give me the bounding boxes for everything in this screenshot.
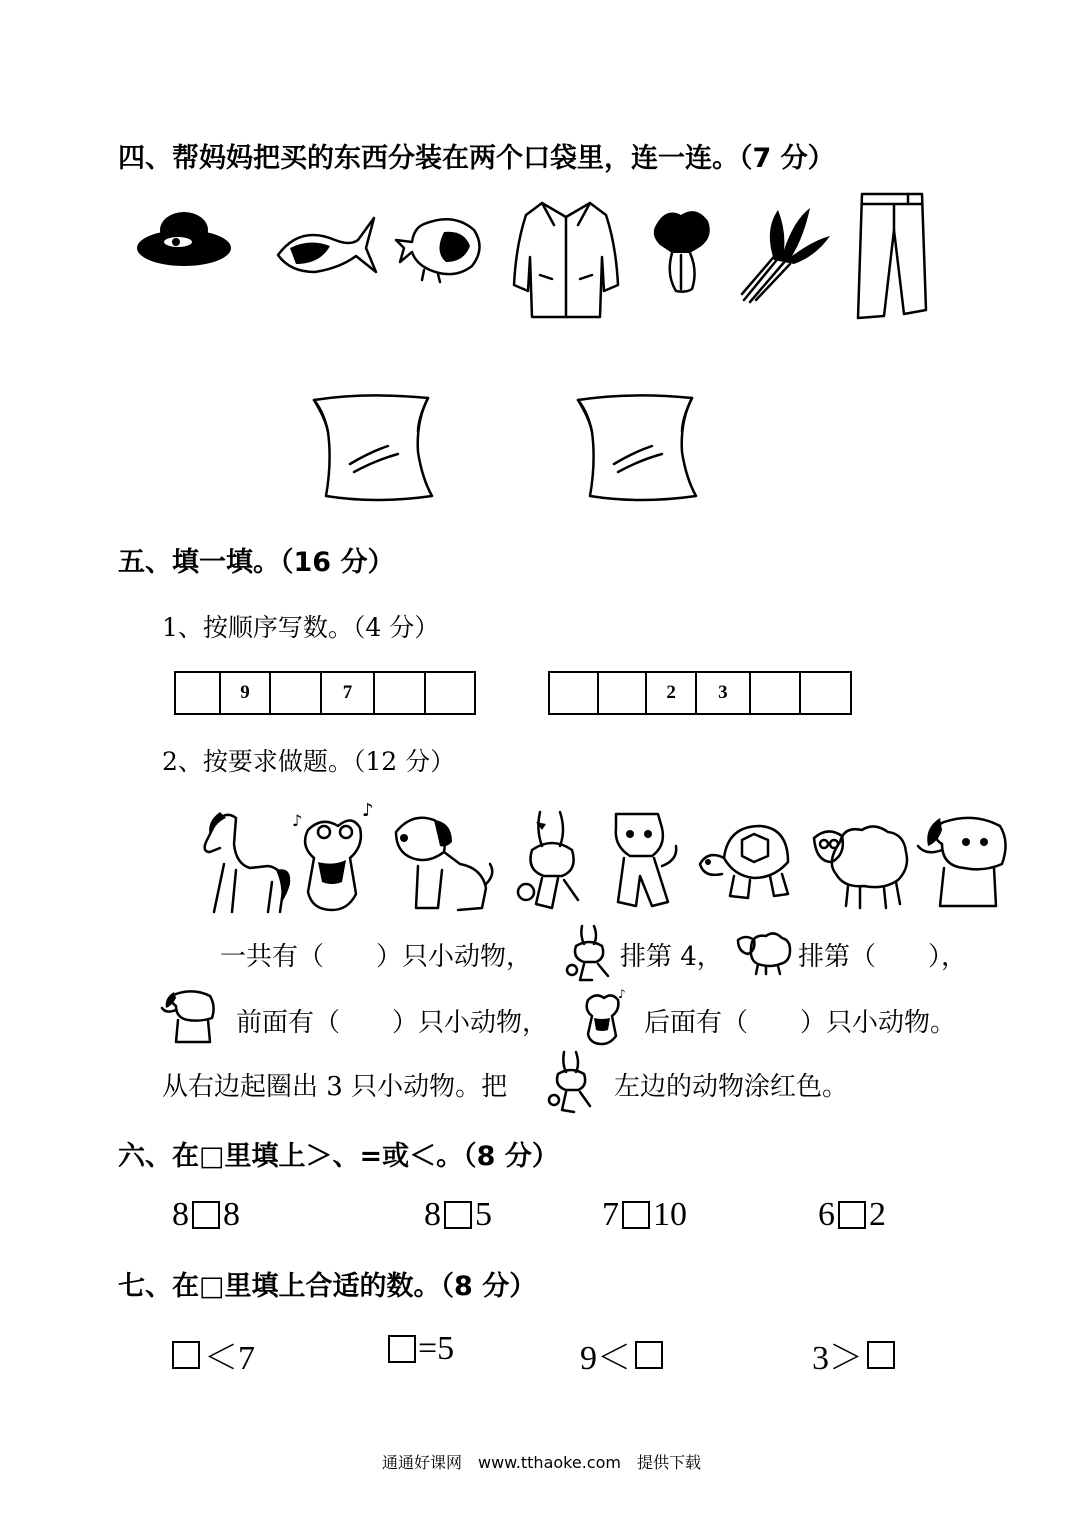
compare-left: 8 [172, 1196, 189, 1233]
q2-line1-part3: 排第（ ）， [798, 942, 968, 972]
fish-image [270, 210, 378, 288]
elephant-image [914, 812, 1014, 912]
compare-right: 5 [475, 1196, 492, 1233]
sequence-cell[interactable] [799, 673, 850, 713]
sequence-row-2 [548, 671, 852, 715]
trousers-image [852, 190, 932, 324]
fill-item-4 [812, 1330, 895, 1379]
compare-left: 6 [818, 1196, 835, 1233]
elephant-small-icon [160, 988, 220, 1046]
sequence-cell: 7 [320, 673, 373, 713]
sequence-cell: 3 [695, 673, 749, 713]
frog-image [288, 800, 380, 920]
fill-item-3 [580, 1330, 663, 1379]
answer-box[interactable] [622, 1201, 650, 1229]
fill-before: 9＜ [580, 1340, 631, 1377]
rabbit-image [512, 808, 592, 912]
sequence-cell[interactable] [269, 673, 320, 713]
q2-line1-part1: 一共有（ ）只小动物， [220, 942, 533, 972]
q2-title: 2、按要求做题。（12 分） [162, 747, 456, 776]
frog-small-icon [574, 988, 630, 1048]
dog-image [382, 808, 496, 914]
svg-text:♪: ♪ [292, 811, 303, 830]
fill-item-1 [172, 1330, 255, 1379]
fill-before: 3＞ [812, 1340, 863, 1377]
answer-box[interactable] [192, 1201, 220, 1229]
answer-box[interactable] [867, 1341, 895, 1369]
hat-image [134, 206, 234, 276]
sequence-cell[interactable] [597, 673, 646, 713]
bag-right-image [570, 392, 700, 504]
sequence-cell[interactable] [550, 673, 597, 713]
compare-right: 2 [869, 1196, 886, 1233]
sheep-image [804, 818, 912, 912]
compare-item-2 [424, 1196, 492, 1234]
answer-box[interactable] [172, 1341, 200, 1369]
fill-after: ＜7 [204, 1340, 255, 1377]
q2-line3-part1: 从右边起圈出 3 只小动物。把 [162, 1072, 508, 1102]
fill-after: =5 [418, 1330, 455, 1367]
q1-title: 1、按顺序写数。（4 分） [162, 613, 440, 642]
jacket-image [506, 195, 626, 325]
sequence-cell[interactable] [424, 673, 474, 713]
q2-line2-part1: 前面有（ ）只小动物， [236, 1008, 549, 1038]
monkey-image [596, 806, 682, 914]
sequence-cell[interactable] [749, 673, 800, 713]
bok-choy-image [646, 205, 716, 295]
sequence-cell[interactable] [176, 673, 219, 713]
answer-box[interactable] [838, 1201, 866, 1229]
compare-item-4 [818, 1196, 886, 1234]
sheep-small-icon [734, 930, 792, 976]
q2-line1-part2: 排第 4， [620, 942, 723, 972]
horse-image [176, 808, 294, 920]
vegetable-bunch-image [734, 200, 834, 304]
section-5-title: 五、填一填。（16 分） [118, 547, 395, 578]
section-7-title: 七、在□里填上合适的数。（8 分） [118, 1271, 537, 1302]
sequence-cell: 2 [645, 673, 695, 713]
roast-chicken-image [394, 212, 486, 282]
compare-item-3 [602, 1196, 687, 1234]
sequence-row-1 [174, 671, 476, 715]
turtle-image [694, 818, 794, 904]
q2-line2-part2: 后面有（ ）只小动物。 [644, 1008, 957, 1038]
svg-text:♪: ♪ [618, 987, 626, 1001]
rabbit-small-icon [546, 1050, 596, 1116]
svg-text:♪: ♪ [362, 800, 374, 821]
rabbit-small-icon [564, 924, 614, 984]
compare-left: 8 [424, 1196, 441, 1233]
compare-right: 10 [653, 1196, 687, 1233]
footer-text: 通通好课网 www.tthaoke.com 提供下载 [382, 1453, 701, 1472]
compare-left: 7 [602, 1196, 619, 1233]
section-6-title: 六、在□里填上＞、=或＜。（8 分） [118, 1141, 559, 1172]
sequence-cell[interactable] [373, 673, 424, 713]
section-4-title: 四、帮妈妈把买的东西分装在两个口袋里，连一连。（7 分） [118, 143, 835, 174]
answer-box[interactable] [444, 1201, 472, 1229]
compare-right: 8 [223, 1196, 240, 1233]
bag-left-image [306, 392, 436, 504]
compare-item-1 [172, 1196, 240, 1234]
fill-item-2 [388, 1330, 454, 1368]
q2-line3-part2: 左边的动物涂红色。 [614, 1072, 849, 1102]
answer-box[interactable] [635, 1341, 663, 1369]
sequence-cell: 9 [219, 673, 269, 713]
answer-box[interactable] [388, 1335, 416, 1363]
